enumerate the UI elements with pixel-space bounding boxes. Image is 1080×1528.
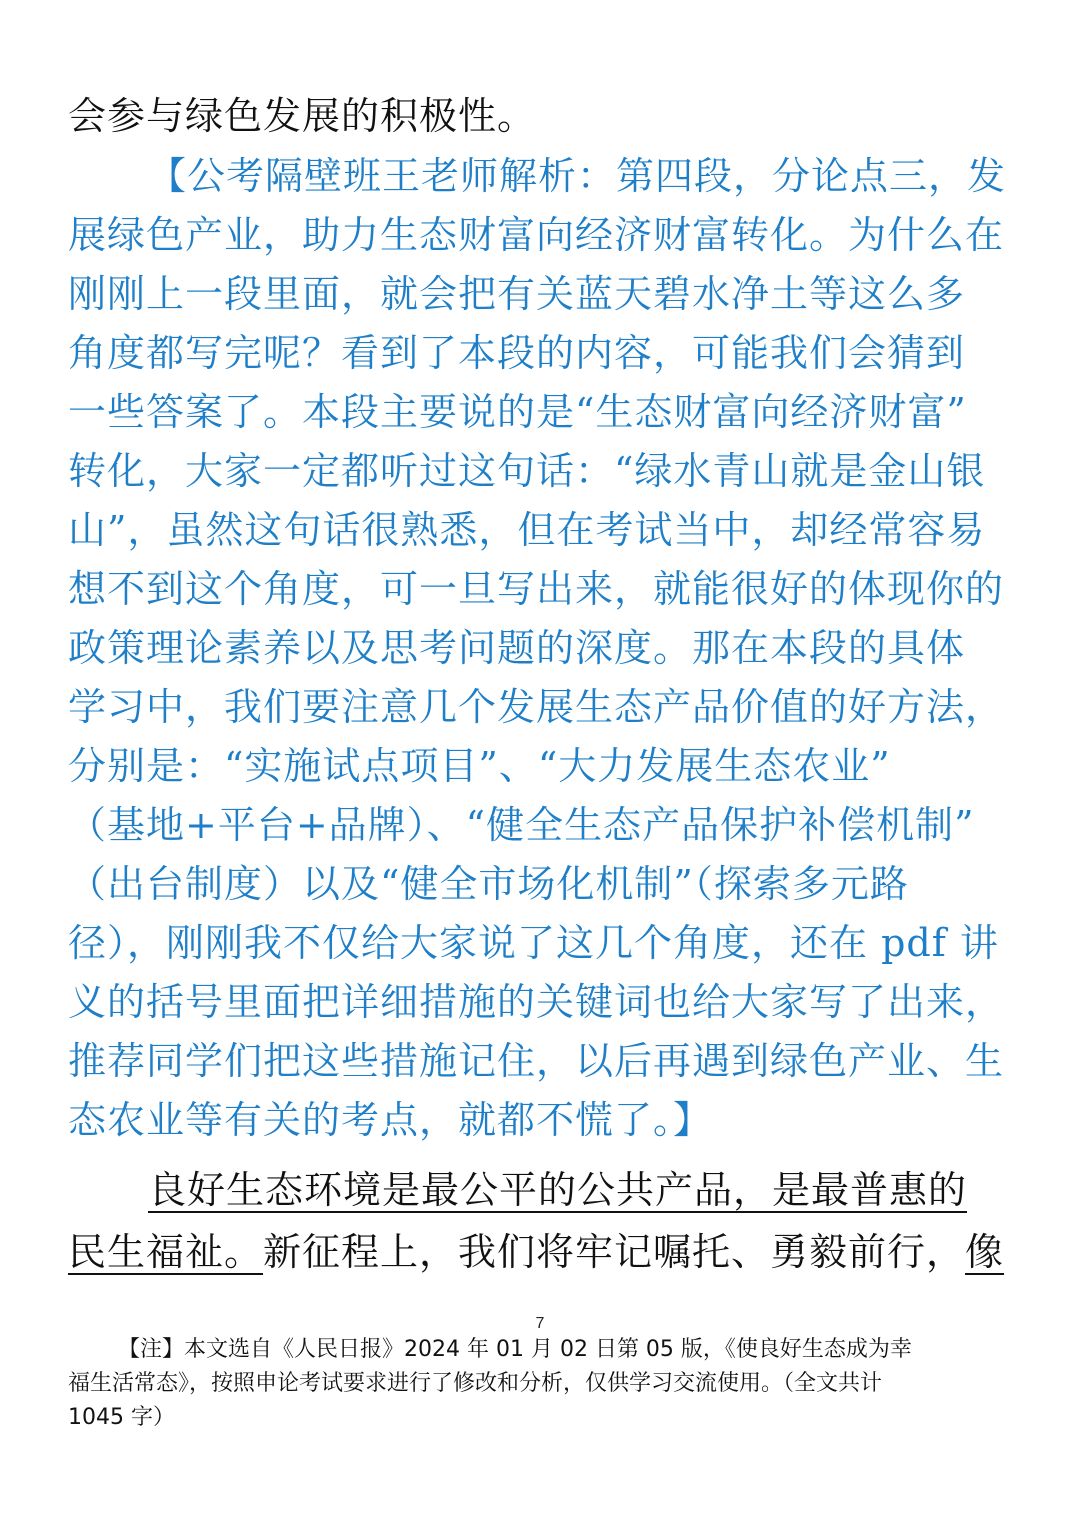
footnote-line: 1045 字）	[68, 1405, 175, 1430]
analysis-line: 山”，虽然这句话很熟悉，但在考试当中，却经常容易	[68, 508, 986, 552]
analysis-line: （出台制度）以及“健全市场化机制”（探索多元路	[68, 862, 909, 906]
body-line	[148, 1160, 1018, 1220]
analysis-line: 展绿色产业，助力生态财富向经济财富转化。为什么在	[68, 213, 1005, 257]
page-number: 7	[535, 1315, 545, 1332]
body-line	[68, 1222, 1018, 1282]
analysis-line: 一些答案了。本段主要说的是“生态财富向经济财富”	[68, 390, 967, 434]
body-line: 会参与绿色发展的积极性。	[68, 94, 537, 138]
analysis-line: 政策理论素养以及思考问题的深度。那在本段的具体	[68, 626, 966, 670]
analysis-line: 刚刚上一段里面，就会把有关蓝天碧水净土等这么多	[68, 272, 966, 316]
analysis-line: （基地+平台+品牌）、“健全生态产品保护补偿机制”	[68, 803, 975, 847]
analysis-line: 转化，大家一定都听过这句话：“绿水青山就是金山银	[68, 449, 986, 493]
analysis-line: 角度都写完呢？看到了本段的内容，可能我们会猜到	[68, 331, 966, 375]
analysis-line: 推荐同学们把这些措施记住，以后再遇到绿色产业、生	[68, 1039, 1005, 1083]
footnote-line: 福生活常态》，按照申论考试要求进行了修改和分析，仅供学习交流使用。（全文共计	[68, 1371, 883, 1396]
analysis-line: 【公考隔壁班王老师解析：第四段，分论点三，发	[148, 154, 1007, 198]
analysis-line: 径），刚刚我不仅给大家说了这几个角度，还在 pdf 讲	[68, 921, 999, 965]
analysis-line: 想不到这个角度，可一旦写出来，就能很好的体现你的	[68, 567, 1005, 611]
analysis-line: 学习中，我们要注意几个发展生态产品价值的好方法，	[68, 685, 1005, 729]
underlined-text: 民生福祉。	[68, 1230, 264, 1274]
body-text: 新征程上，我们将牢记嘱托、勇毅前行，	[263, 1230, 966, 1274]
analysis-line: 分别是：“实施试点项目”、“大力发展生态农业”	[68, 744, 891, 788]
analysis-line: 义的括号里面把详细措施的关键词也给大家写了出来，	[68, 980, 1005, 1024]
underlined-text: 良好生态环境是最公平的公共产品，是最普惠的	[148, 1168, 968, 1212]
analysis-line: 态农业等有关的考点，就都不慌了。】	[68, 1098, 713, 1142]
underlined-text: 像	[965, 1230, 1005, 1274]
footnote-line: 【注】本文选自《人民日报》2024 年 01 月 02 日第 05 版，《使良好生态成为幸	[118, 1337, 912, 1362]
